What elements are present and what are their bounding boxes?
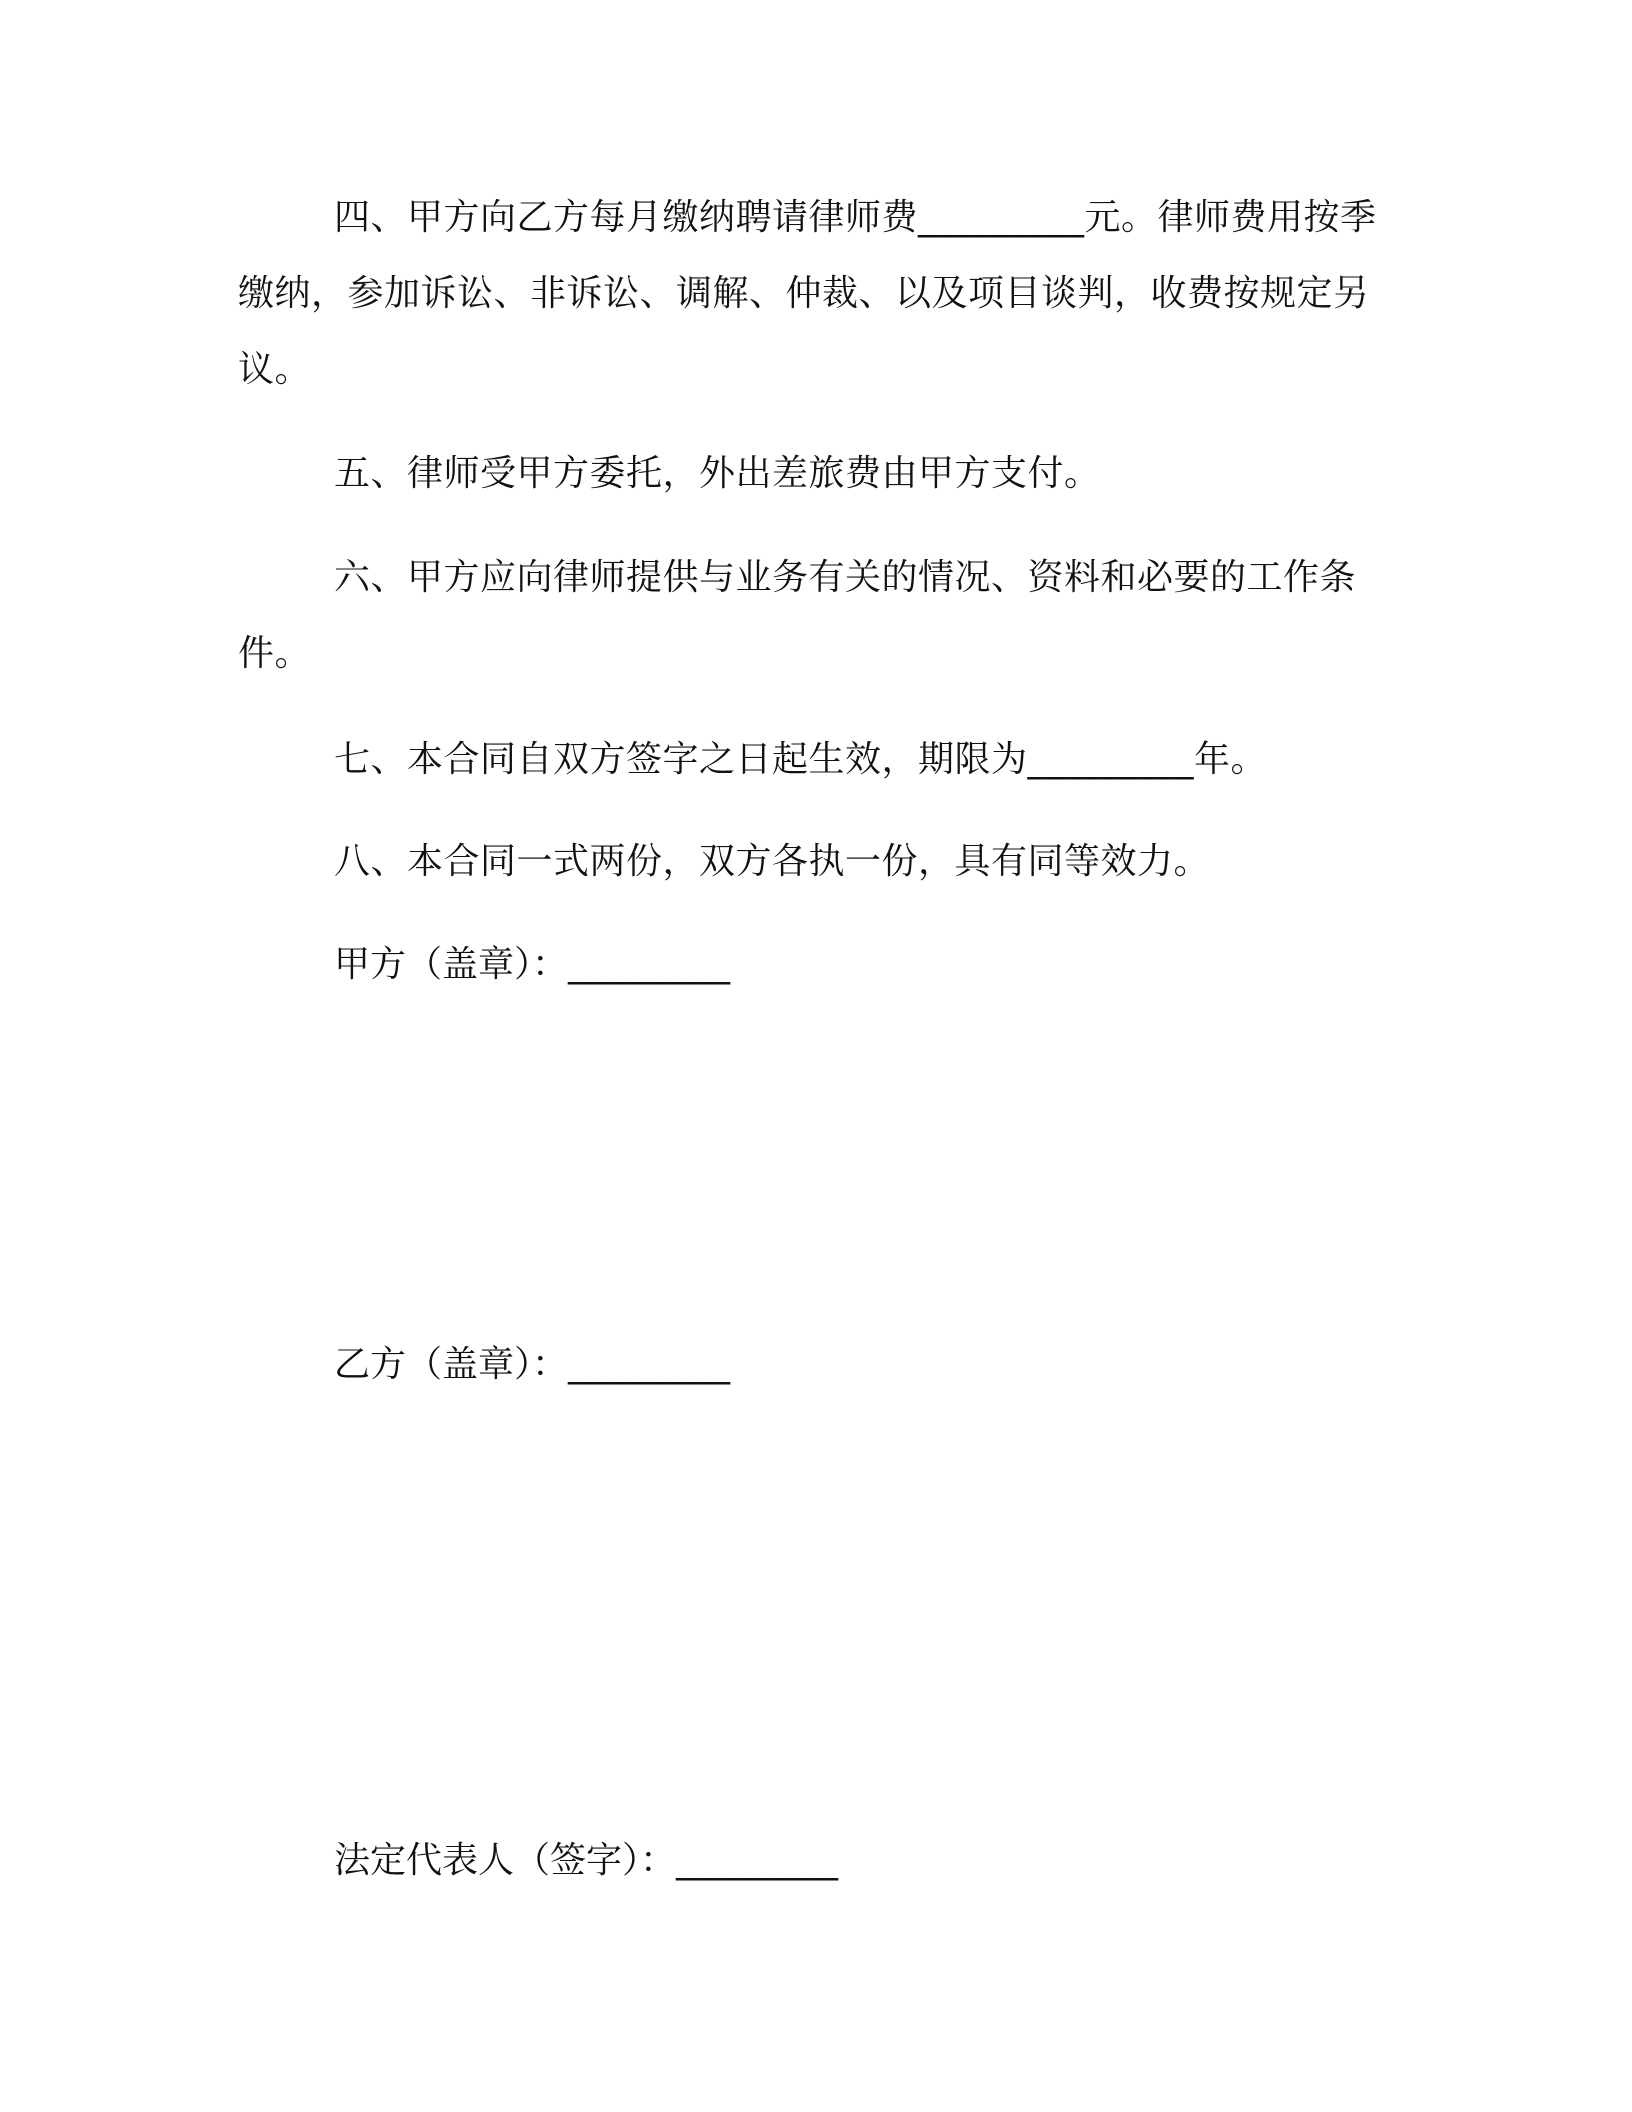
party-a-seal-line: 甲方（盖章）：_________ (334, 944, 731, 985)
clause-8: 八、本合同一式两份，双方各执一份，具有同等效力。 (334, 841, 1211, 882)
clause-5: 五、律师受甲方委托，外出差旅费由甲方支付。 (334, 453, 1101, 494)
party-b-seal-line: 乙方（盖章）：_________ (334, 1344, 731, 1385)
legal-representative-signature-line: 法定代表人（签字）：_________ (334, 1840, 839, 1881)
clause-6: 六、甲方应向律师提供与业务有关的情况、资料和必要的工作条件。 (238, 557, 1357, 674)
clause-4: 四、甲方向乙方每月缴纳聘请律师费_________元。律师费用按季缴纳，参加诉讼、非诉讼、调解、仲裁、以及项目谈判，收费按规定另议。 (238, 197, 1377, 390)
clause-7: 七、本合同自双方签字之日起生效，期限为_________年。 (334, 739, 1268, 780)
